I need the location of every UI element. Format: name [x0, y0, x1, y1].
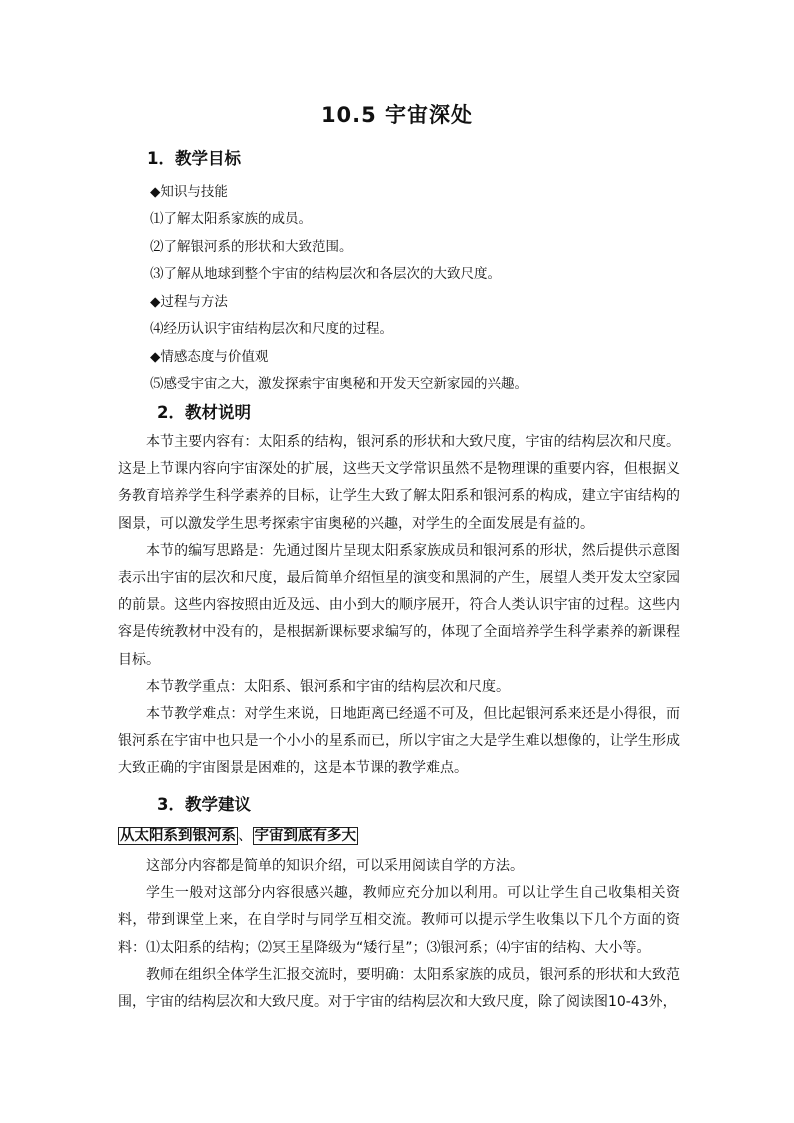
paragraph: 这部分内容都是简单的知识介绍，可以采用阅读自学的方法。	[146, 858, 524, 874]
goal-item-4: ⑷经历认识宇宙结构层次和尺度的过程。	[150, 321, 393, 337]
section-heading-textbook: 2．教材说明	[157, 403, 251, 422]
paragraph: 本节教学重点：太阳系、银河系和宇宙的结构层次和尺度。	[146, 678, 510, 695]
paragraph: 教师在组织全体学生汇报交流时，要明确：太阳系家族的成员，银河系的形状和大致范围，宇宙的结构层次和大致尺度。对于宇宙的结构层次和大致尺度，除了阅读图10-43外，	[118, 966, 680, 1011]
paragraph: 本节的编写思路是：先通过图片呈现太阳系家族成员和银河系的形状，然后提供示意图表示出宇宙的层次和尺度，最后简单介绍恒星的演变和黑洞的产生，展望人类开发太空家园的前景。这些内容按照由近及远、由小到大的顺序展开，符合人类认识宇宙的过程。这些内容是传统教材中没有的，是根据新课标要求编写的，体现了全面培养学生科学素养的新课程目标。	[118, 542, 680, 668]
topic-label-solar-to-galaxy: 从太阳系到银河系	[120, 828, 236, 844]
teaching-suggestions	[118, 853, 680, 1016]
page-title: 10.5 宇宙深处	[320, 103, 474, 127]
goal-category-knowledge: ◆知识与技能	[150, 184, 228, 200]
goal-item-3: ⑶了解从地球到整个宇宙的结构层次和各层次的大致尺度。	[150, 266, 501, 282]
textbook-notes	[118, 429, 680, 783]
paragraph: 学生一般对这部分内容很感兴趣，教师应充分加以利用。可以让学生自己收集相关资料，带到课堂上来，在自学时与同学互相交流。教师可以提示学生收集以下几个方面的资料：⑴太阳系的结构；⑵冥王星降级为“矮行星”；⑶银河系；⑷宇宙的结构、大小等。	[118, 885, 680, 956]
goal-item-5: ⑸感受宇宙之大，激发探索宇宙奥秘和开发天空新家园的兴趣。	[150, 376, 528, 392]
section-heading-suggestions: 3．教学建议	[157, 795, 251, 814]
goal-item-1: ⑴了解太阳系家族的成员。	[150, 211, 312, 227]
goal-category-process: ◆过程与方法	[150, 294, 228, 310]
goal-item-2: ⑵了解银河系的形状和大致范围。	[150, 239, 353, 255]
goal-category-attitude: ◆情感态度与价值观	[150, 349, 269, 365]
paragraph: 本节教学难点：对学生来说，日地距离已经遥不可及，但比起银河系来还是小得很，而银河系在宇宙中也只是一个小小的星系而已，所以宇宙之大是学生难以想像的，让学生形成大致正确的宇宙图景是困难的，这是本节课的教学难点。	[118, 706, 680, 777]
paragraph: 本节主要内容有：太阳系的结构，银河系的形状和大致尺度，宇宙的结构层次和尺度。这是上节课内容向宇宙深处的扩展，这些天文学常识虽然不是物理课的重要内容，但根据义务教育培养学生科学素养的目标，让学生大致了解太阳系和银河系的构成，建立宇宙结构的图景，可以激发学生思考探索宇宙奥秘的兴趣，对学生的全面发展是有益的。	[118, 434, 680, 532]
section-heading-goals: 1．教学目标	[147, 149, 241, 168]
topic-label-universe-size: 宇宙到底有多大	[254, 828, 356, 844]
topic-labels	[118, 824, 358, 845]
label-separator: 、	[238, 828, 253, 844]
